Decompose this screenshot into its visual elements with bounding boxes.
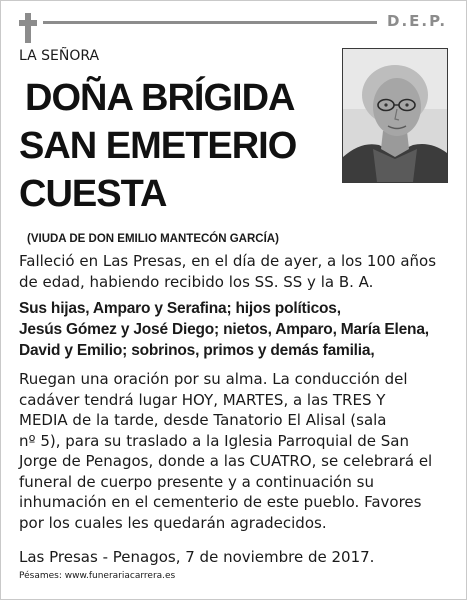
death-announcement bbox=[19, 251, 451, 292]
ceremony-line-4: nº 5), para su traslado a la Iglesia Parroquial de San bbox=[19, 431, 409, 450]
family-line-2: Jesús Gómez y José Diego; nietos, Amparo, María Elena, bbox=[19, 321, 429, 338]
widow-of-line: (VIUDA DE DON EMILIO MANTECÓN GARCÍA) bbox=[27, 233, 279, 245]
family-line-3: David y Emilio; sobrinos, primos y demás familia, bbox=[19, 342, 375, 359]
deceased-name-line-2: SAN EMETERIO bbox=[19, 125, 297, 167]
ceremony-line-2: cadáver tendrá lugar HOY, MARTES, a las TRES Y bbox=[19, 390, 386, 409]
ceremony-line-7: inhumación en el cementerio de este pueblo. Favores bbox=[19, 493, 422, 511]
cross-icon bbox=[19, 13, 37, 43]
deceased-name-line-3: CUESTA bbox=[19, 173, 167, 215]
family-line-1: Sus hijas, Amparo y Serafina; hijos políticos, bbox=[19, 300, 341, 317]
header-rule bbox=[43, 21, 377, 24]
death-line-1: Falleció en Las Presas, en el día de ayer, a los 100 años bbox=[19, 252, 437, 270]
ceremony-line-3: MEDIA de la tarde, desde Tanatorio El Alisal (sala bbox=[19, 411, 387, 429]
ceremony-line-1: Ruegan una oración por su alma. La conducción del bbox=[19, 370, 408, 388]
ceremony-line-5: Jorge de Penagos, donde a las CUATRO, se celebrará el bbox=[19, 452, 433, 470]
deceased-name-line-1: DOÑA BRÍGIDA bbox=[25, 77, 295, 119]
condolences-link[interactable]: Pésames: www.funerariacarrera.es bbox=[19, 571, 176, 581]
ceremony-details bbox=[19, 369, 451, 533]
place-date: Las Presas - Penagos, 7 de noviembre de 2017. bbox=[19, 548, 375, 566]
salutation: LA SEÑORA bbox=[19, 48, 100, 64]
ceremony-line-6: funeral de cuerpo presente y a continuación su bbox=[19, 472, 374, 491]
death-line-2: de edad, habiendo recibido los SS. SS y la B. A. bbox=[19, 272, 374, 291]
ceremony-line-8: por los cuales les quedarán agradecidos. bbox=[19, 513, 327, 532]
portrait-photo bbox=[342, 48, 448, 183]
dep-label: D.E.P. bbox=[387, 12, 448, 30]
family-list bbox=[19, 298, 451, 361]
